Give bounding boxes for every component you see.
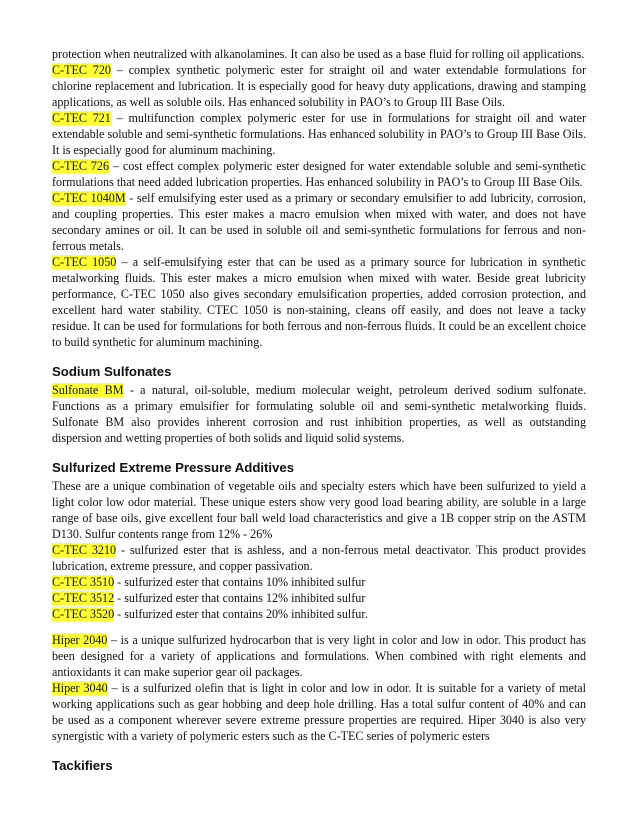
sulfurized-entry-3210 xyxy=(52,542,586,574)
section-heading-tackifiers: Tackifiers xyxy=(52,758,113,773)
product-description: - sulfurized ester that is ashless, and a non-ferrous metal deactivator. This product provides lubrication, extreme pressure, and copper passivation. xyxy=(52,543,586,573)
sulfurized-entry-3510 xyxy=(52,574,586,590)
ester-entry-1040m xyxy=(52,190,586,254)
product-description: – is a sulfurized olefin that is light in color and low in odor. It is suitable for a variety of metal working applications such as gear hobbing and deep hole drilling. Has a total sulfur content of 40% and can be used as a component wherever severe extreme pressure properties are required. Hiper 3040 is also very synergistic with a variety of polymeric esters such as the C-TEC series of polymeric esters xyxy=(52,681,587,743)
product-description: - sulfurized ester that contains 10% inhibited sulfur xyxy=(114,575,366,589)
product-code-highlight: C-TEC 726 xyxy=(52,159,110,173)
product-description: – multifunction complex polymeric ester for use in formulations for straight oil and water extendable soluble and semi-synthetic formulations. Has enhanced solubility in PAO’s to Group III Base Oils. It is especially good for aluminum machining. xyxy=(52,111,586,157)
product-code-highlight: C-TEC 3520 xyxy=(52,607,115,621)
section-heading-sulfurized-ep: Sulfurized Extreme Pressure Additives xyxy=(52,460,295,475)
product-description: – is a unique sulfurized hydrocarbon that is very light in color and low in odor. This product has been designed for a variety of applications and formulations. When combined with right elements and antioxidants it can make superior gear oil packages. xyxy=(52,633,586,679)
product-code-highlight: C-TEC 720 xyxy=(52,63,111,77)
product-code-highlight: Hiper 3040 xyxy=(52,681,108,695)
product-description: - sulfurized ester that contains 20% inhibited sulfur. xyxy=(114,607,368,621)
ester-entry-720 xyxy=(52,62,586,110)
ester-entry-726 xyxy=(52,158,586,190)
product-description: – cost effect complex polymeric ester designed for water extendable soluble and semi-synthetic formulations that need added lubrication properties. Has enhanced solubility in PAO’s to Group III Base Oils. xyxy=(52,159,586,189)
product-description: - sulfurized ester that contains 12% inhibited sulfur xyxy=(114,591,366,605)
product-code-highlight: C-TEC 3210 xyxy=(52,543,117,557)
product-code-highlight: C-TEC 3512 xyxy=(52,591,115,605)
document-page xyxy=(52,46,586,776)
sulfurized-intro: These are a unique combination of vegetable oils and specialty esters which have been sulfurized to yield a light color low odor material. These unique esters show very good load bearing ability, are soluble in a large range of base oils, give excellent four ball weld load characteristics and give a 1B copper strip on the ASTM D130. Sulfur contents range from 12% - 26% xyxy=(52,479,586,541)
ester-entry-721 xyxy=(52,110,586,158)
ester-entry-1050 xyxy=(52,254,586,350)
product-code-highlight: C-TEC 721 xyxy=(52,111,111,125)
hiper-entry-3040 xyxy=(52,680,586,744)
product-code-highlight: C-TEC 1050 xyxy=(52,255,117,269)
product-code-highlight: C-TEC 3510 xyxy=(52,575,115,589)
product-code-highlight: C-TEC 1040M xyxy=(52,191,126,205)
sulfurized-entry-3512 xyxy=(52,590,586,606)
product-description: – a self-emulsifying ester that can be used as a primary source for lubrication in synthetic metalworking fluids. This ester makes a micro emulsion when mixed with water. Beside great lubricity performance, C-TEC 1050 also gives secondary emulsification properties, added corrosion protection, and excellent hard water stability. CTEC 1050 is non-staining, cleans off easily, and does not leave a tacky residue. It can be used for formulations for both ferrous and non-ferrous fluids. It could be an excellent choice to build synthetic for aluminum machining. xyxy=(52,255,587,349)
hiper-entry-2040 xyxy=(52,632,586,680)
product-description: – complex synthetic polymeric ester for straight oil and water extendable formulations for chlorine replacement and lubrication. It is especially good for heavy duty applications, drawing and stamping applications, as well as soluble oils. Has enhanced solubility in PAO’s to Group III Base Oils. xyxy=(52,63,586,109)
paragraph-gap xyxy=(52,622,586,632)
sulfurized-entry-3520 xyxy=(52,606,586,622)
product-description: - self emulsifying ester used as a primary or secondary emulsifier to add lubricity, corrosion, and coupling properties. This ester makes a macro emulsion when mixed with water, and does not have secondary amines or oil. It can be used in soluble oil and semi-synthetic formulations for ferrous and non- ferrous metals. xyxy=(52,191,586,253)
product-code-highlight: Sulfonate BM xyxy=(52,383,124,397)
intro-paragraph: protection when neutralized with alkanolamines. It can also be used as a base fluid for rolling oil applications. xyxy=(52,47,585,61)
sulfonate-entry xyxy=(52,382,586,446)
product-code-highlight: Hiper 2040 xyxy=(52,633,108,647)
section-heading-sodium-sulfonates: Sodium Sulfonates xyxy=(52,364,172,379)
product-description: - a natural, oil-soluble, medium molecular weight, petroleum derived sodium sulfonate. Functions as a primary emulsifier for formulating soluble oil and semi-synthetic metalworking fluids. Sulfonate BM also provides inherent corrosion and rust inhibition properties, as well as outstanding dispersion and wetting properties of both solids and liquid solid systems. xyxy=(52,383,586,445)
